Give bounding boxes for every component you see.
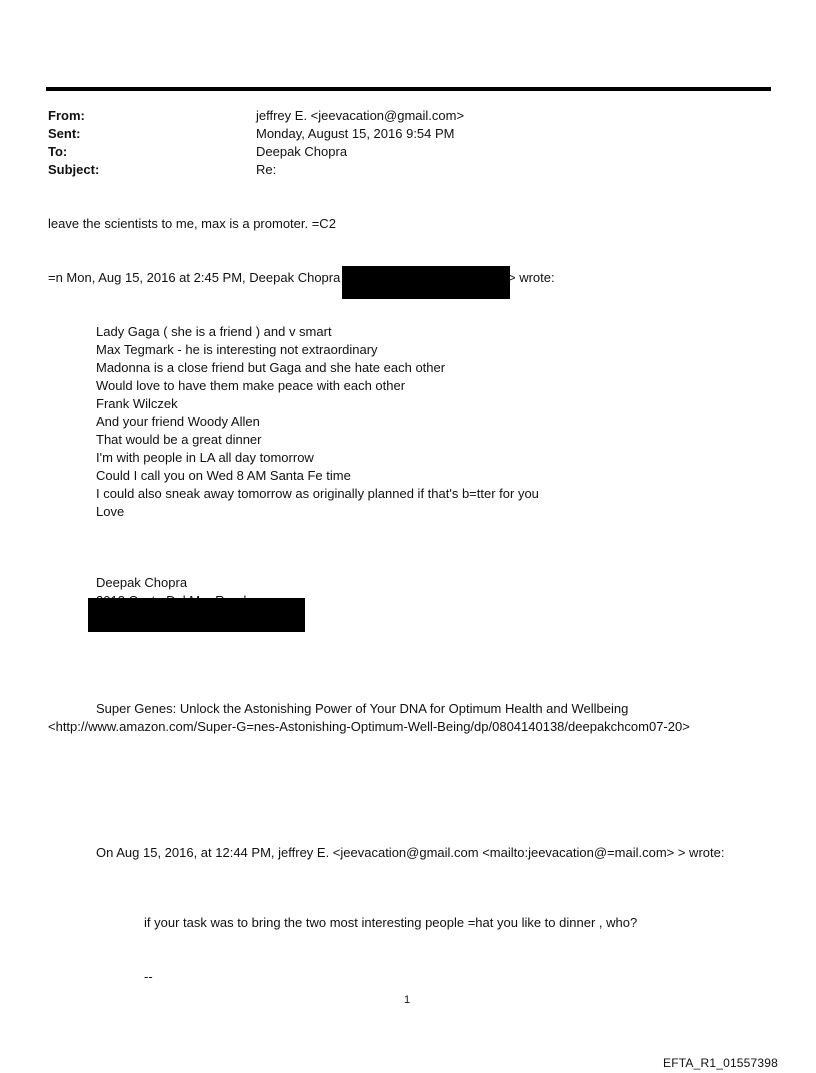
to-value: Deepak Chopra — [256, 144, 348, 159]
page-number: 1 — [404, 994, 411, 1006]
redaction-box-address — [88, 598, 305, 632]
subject-label: Subject: — [48, 162, 100, 177]
sent-label: Sent: — [48, 126, 81, 141]
quoted-line: Could I call you on Wed 8 AM Santa Fe time — [96, 468, 351, 483]
quote-intro-start: =n Mon, Aug 15, 2016 at 2:45 PM, Deepak Chopra — [48, 270, 341, 285]
document-id: EFTA_R1_01557398 — [663, 1056, 779, 1070]
quoted-line: I could also sneak away tomorrow as originally planned if that's b=tter for you — [96, 486, 539, 501]
to-label: To: — [48, 144, 68, 159]
quoted-line: Would love to have them make peace with each other — [96, 378, 406, 393]
from-label: From: — [48, 108, 85, 123]
quoted-line: And your friend Woody Allen — [96, 414, 260, 429]
quoted-line: Frank Wilczek — [96, 396, 178, 411]
from-value: jeffrey E. <jeevacation@gmail.com> — [256, 108, 465, 123]
signature-dashes: -- — [144, 969, 153, 984]
quoted-line: Lady Gaga ( she is a friend ) and v smart — [96, 324, 332, 339]
quoted-line: That would be a great dinner — [96, 432, 262, 447]
subject-value: Re: — [256, 162, 277, 177]
book-title: Super Genes: Unlock the Astonishing Power of Your DNA for Optimum Health and Wellbeing — [96, 701, 629, 716]
second-quote-intro: On Aug 15, 2016, at 12:44 PM, jeffrey E. <jeevacation@gmail.com <mailto:jeevacation@=mail.com> > wrote: — [96, 845, 725, 860]
signature-name: Deepak Chopra — [96, 575, 188, 590]
quoted-line: I'm with people in LA all day tomorrow — [96, 450, 314, 465]
book-link: <http://www.amazon.com/Super-G=nes-Astonishing-Optimum-Well-Being/dp/0804140138/deepakchcom07-20> — [48, 719, 690, 734]
quote-intro-end: > wrote: — [508, 270, 555, 285]
quoted-line: Madonna is a close friend but Gaga and she hate each other — [96, 360, 446, 375]
sent-value: Monday, August 15, 2016 9:54 PM — [256, 126, 455, 141]
header-rule — [46, 87, 771, 91]
quoted-line: Love — [96, 504, 125, 519]
quoted-line: Max Tegmark - he is interesting not extraordinary — [96, 342, 378, 357]
redaction-box-email — [342, 266, 510, 299]
original-message: if your task was to bring the two most interesting people =hat you like to dinner , who? — [144, 915, 638, 930]
reply-text: leave the scientists to me, max is a promoter. =C2 — [48, 216, 336, 231]
